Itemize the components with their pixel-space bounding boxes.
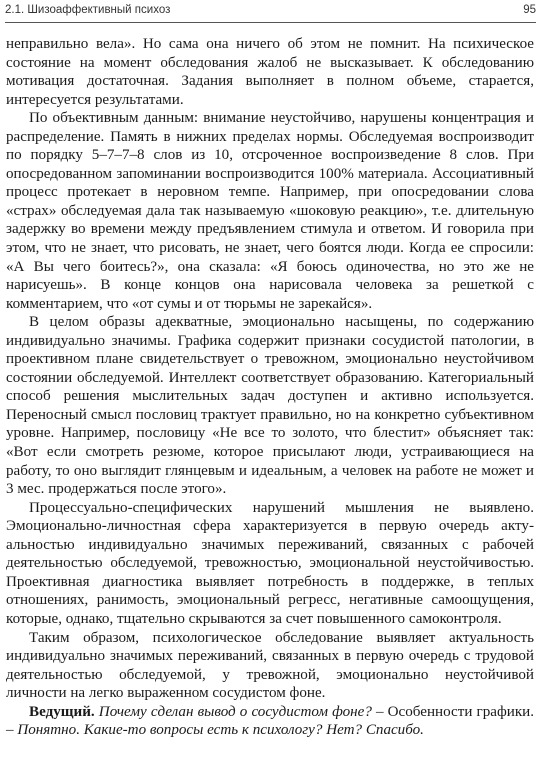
answer-text: Особенности графики. <box>387 703 535 720</box>
page-number: 95 <box>523 4 536 16</box>
running-header <box>5 0 536 20</box>
header-rule <box>5 22 536 23</box>
paragraph: Таким образом, психологическое обследование выявляет актуальность индивидуально значимых переживаний, связанных в первую очередь с трудовой деятельностью обследуемой, у тревожной, эмоционально неустойчивой личности на легко выраженном сосудистом фоне. <box>6 629 534 702</box>
speaker-label: Ведущий. <box>29 703 95 720</box>
paragraph: По объективным данным: внимание неустойчиво, нарушены концентрация и распределение. Память в нижних пределах нормы. Обследуемая воспроизводит по порядку 5–7–7–8 слов из 10, отсроченное воспроизведение 8 слов. При опосредованном запоминании воспроизводится 100% материала. Ассоциативный процесс протекает в неровном темпе. Например, при опосредовании слова «страх» обследуемая дала так называемую «шоковую реакцию», т.е. длительную задержку во времени между предъявлением стимула и ответом. И говорила при этом, что не знает, что рисовать, не знает, чего боятся люди. Когда ее спросили: «А Вы чего боитесь?», она сказала: «Я боюсь одиночества, но это же не нарисуешь». В конце концов она нарисовала человека за решеткой с комментарием, что «от сумы и от тюрьмы не зарекайся». <box>6 110 534 312</box>
reply-text: Понятно. Какие-то вопросы есть к психологу? Нет? Спасибо. <box>17 722 424 739</box>
section-title: 2.1. Шизоаффективный психоз <box>5 4 171 16</box>
page-body <box>6 35 534 740</box>
paragraph: Процессуально-специфических нарушений мышления не выявлено. Эмоционально-личностная сфера характеризуется в первую очередь актуальностью индивидуально значимых переживаний, связанных с рабочей деятельностью обследуемой, тревожностью, эмоциональной неустойчивостью. Проективная диагностика выявляет потребность в поддержке, в теплых отношениях, ранимость, эмоциональный регресс, негативные самоощущения, которые, однако, тщательно скрываются за счет повышенного самоконтроля. <box>6 499 534 627</box>
dash: – <box>371 703 388 720</box>
paragraph: неправильно вела». Но сама она ничего об этом не помнит. На психическое состояние на момент обследования жалоб не высказывает. К обследованию мотивация достаточная. Задания выполняет в полном объеме, старается, интересуется результатами. <box>6 36 534 108</box>
dash: – <box>6 722 18 739</box>
question-text: Почему сделан вывод о сосудистом фоне? <box>98 703 372 720</box>
paragraph: В целом образы адекватные, эмоционально насыщены, по содержанию индивидуально значимы. Графика содержит признаки сосудистой патологии, в проективном плане свидетельствует о тревожном, эмоционально неустойчивом состоянии обследуемой. Интеллект соответствует образованию. Категориальный способ решения мыслительных задач доступен и активно используется. Переносный смысл пословиц трактует правильно, но на конкретно субъективном уровне. Например, пословицу «Не все то золото, что блестит» объясняет так: «Вот если смотреть резюме, которое присылают люди, устраивающиеся на работу, то оно выглядит глянцевым и идеальным, а человек на работе не может и 3 мес. продержаться после этого». <box>6 314 534 498</box>
dialogue-paragraph <box>6 703 534 740</box>
